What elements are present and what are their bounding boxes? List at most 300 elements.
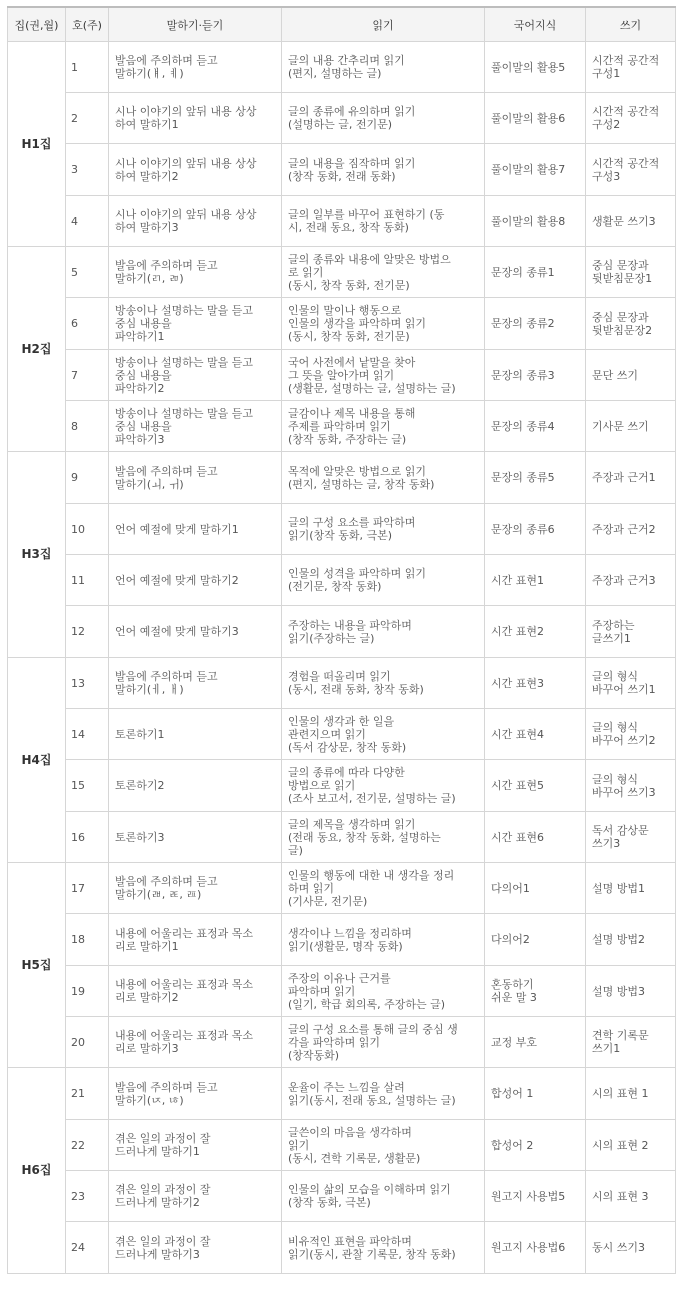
- grammar-cell: [485, 914, 586, 966]
- read-cell: [282, 350, 485, 401]
- speak-cell: [109, 863, 282, 914]
- write-text: 글의 형식: [592, 772, 639, 786]
- speak-cell: [109, 606, 282, 658]
- write-cell: [586, 1017, 676, 1068]
- speak-text: 말하기(ㅔ, ㅐ): [115, 683, 184, 696]
- read-text: (독서 감상문, 창작 동화): [288, 740, 407, 754]
- read-cell: [282, 1120, 485, 1171]
- write-text: 글의 형식: [592, 721, 639, 734]
- write-cell: [586, 760, 676, 812]
- lesson-number: 6: [66, 298, 109, 350]
- speak-text: 하여 말하기3: [115, 221, 179, 234]
- read-text: 글의 제목을 생각하며 읽기: [288, 817, 416, 831]
- write-text: 주장과 근거1: [592, 471, 656, 484]
- lesson-number: 22: [66, 1120, 109, 1171]
- write-cell: [586, 812, 676, 863]
- grammar-text: 시간 표현3: [491, 676, 544, 690]
- grammar-text: 교정 부호: [491, 1035, 538, 1049]
- table-row: [8, 966, 676, 1017]
- speak-text: 리로 말하기1: [115, 939, 179, 953]
- read-text: 글의 종류에 따라 다양한: [288, 766, 405, 779]
- read-cell: [282, 760, 485, 812]
- curriculum-table: [7, 6, 676, 1274]
- speak-text: 발음에 주의하며 듣고: [115, 670, 218, 683]
- read-text: 글): [288, 843, 303, 857]
- grammar-cell: [485, 709, 586, 760]
- write-text: 쓰기3: [592, 837, 621, 850]
- table-row: [8, 196, 676, 247]
- read-text: 인물의 생각과 한 일을: [288, 714, 395, 728]
- read-text: 운율이 주는 느낌을 살려: [288, 1080, 405, 1094]
- speak-text: 발음에 주의하며 듣고: [115, 875, 218, 888]
- table-row: [8, 350, 676, 401]
- table-row: [8, 401, 676, 452]
- lesson-number: 16: [66, 812, 109, 863]
- grammar-cell: [485, 298, 586, 350]
- write-text: 중심 문장과: [592, 310, 649, 324]
- speak-text: 말하기(ㅒ, ㅖ): [115, 67, 184, 80]
- speak-text: 토론하기3: [115, 830, 165, 844]
- grammar-cell: [485, 247, 586, 298]
- lesson-number: 20: [66, 1017, 109, 1068]
- write-cell: [586, 606, 676, 658]
- grammar-text: 합성어 1: [491, 1087, 534, 1100]
- read-cell: [282, 1222, 485, 1274]
- grammar-text: 문장의 종류5: [491, 471, 555, 484]
- read-cell: [282, 196, 485, 247]
- speak-text: 리로 말하기3: [115, 1042, 179, 1055]
- header-row: [8, 7, 676, 42]
- read-text: (전기문, 창작 동화): [288, 580, 382, 593]
- table-row: [8, 1222, 676, 1274]
- lesson-number: 3: [66, 144, 109, 196]
- read-text: 글쓴이의 마음을 생각하며: [288, 1125, 412, 1139]
- read-text: (창작 동화, 주장하는 글): [288, 432, 407, 446]
- speak-text: 시나 이야기의 앞뒤 내용 상상: [115, 208, 257, 221]
- table-row: [8, 760, 676, 812]
- lesson-number: 9: [66, 452, 109, 504]
- write-text: 설명 방법2: [592, 933, 645, 946]
- grammar-cell: [485, 1222, 586, 1274]
- read-cell: [282, 452, 485, 504]
- grammar-cell: [485, 452, 586, 504]
- lesson-number: 8: [66, 401, 109, 452]
- speak-text: 시나 이야기의 앞뒤 내용 상상: [115, 156, 257, 170]
- speak-cell: [109, 350, 282, 401]
- read-text: 각을 파악하며 읽기: [288, 1035, 381, 1049]
- speak-cell: [109, 658, 282, 709]
- table-row: [8, 1068, 676, 1120]
- table-body: [8, 42, 676, 1274]
- speak-cell: [109, 1068, 282, 1120]
- table-row: [8, 914, 676, 966]
- write-text: 동시 쓰기3: [592, 1241, 645, 1254]
- read-text: 인물의 삶의 모습을 이해하며 읽기: [288, 1183, 451, 1196]
- lesson-number: 21: [66, 1068, 109, 1120]
- header-no: 호(주): [66, 7, 109, 42]
- grammar-text: 풀이말의 활용6: [491, 111, 566, 125]
- lesson-number: 24: [66, 1222, 109, 1274]
- table-row: [8, 42, 676, 93]
- read-text: (동시, 전래 동화, 창작 동화): [288, 683, 424, 696]
- speak-text: 드러나게 말하기3: [115, 1247, 200, 1261]
- write-text: 시간적 공간적: [592, 54, 660, 67]
- write-cell: [586, 863, 676, 914]
- write-text: 주장하는: [592, 618, 635, 632]
- read-text: (창작동화): [288, 1048, 340, 1062]
- table-row: [8, 452, 676, 504]
- write-cell: [586, 1068, 676, 1120]
- write-cell: [586, 504, 676, 555]
- grammar-text: 시간 표현6: [491, 830, 544, 844]
- grammar-text: 문장의 종류6: [491, 522, 555, 536]
- read-text: 생각이나 느낌을 정리하며: [288, 926, 412, 940]
- lesson-number: 18: [66, 914, 109, 966]
- read-text: 국어 사전에서 낱말을 찾아: [288, 355, 416, 369]
- grammar-text: 다의어2: [491, 933, 530, 946]
- grammar-cell: [485, 555, 586, 606]
- write-text: 견학 기록문: [592, 1029, 649, 1042]
- grammar-cell: [485, 606, 586, 658]
- lesson-number: 14: [66, 709, 109, 760]
- header-grammar: 국어지식: [485, 7, 586, 42]
- write-cell: [586, 247, 676, 298]
- read-cell: [282, 144, 485, 196]
- read-text: 읽기(생활문, 명작 동화): [288, 939, 403, 953]
- grammar-text: 시간 표현4: [491, 727, 544, 741]
- write-text: 바꾸어 쓰기1: [592, 683, 656, 696]
- read-text: 주장의 이유나 근거를: [288, 971, 391, 985]
- read-cell: [282, 1171, 485, 1222]
- read-text: 글의 내용을 짐작하며 읽기: [288, 156, 416, 170]
- grammar-cell: [485, 93, 586, 144]
- write-text: 설명 방법1: [592, 881, 645, 895]
- read-text: 읽기(동시, 관찰 기록문, 창작 동화): [288, 1247, 456, 1261]
- grammar-cell: [485, 401, 586, 452]
- table-row: [8, 1017, 676, 1068]
- write-cell: [586, 709, 676, 760]
- lesson-number: 5: [66, 247, 109, 298]
- read-text: 글감이나 제목 내용을 통해: [288, 406, 416, 420]
- read-text: 읽기: [288, 1138, 310, 1152]
- grammar-text: 문장의 종류2: [491, 317, 555, 330]
- speak-text: 언어 예절에 맞게 말하기2: [115, 573, 239, 587]
- table-row: [8, 658, 676, 709]
- speak-cell: [109, 1222, 282, 1274]
- read-text: 목적에 알맞은 방법으로 읽기: [288, 464, 427, 478]
- grammar-text: 원고지 사용법5: [491, 1189, 566, 1203]
- speak-text: 중심 내용을: [115, 317, 172, 330]
- write-text: 중심 문장과: [592, 259, 649, 272]
- write-cell: [586, 196, 676, 247]
- speak-text: 내용에 어울리는 표정과 목소: [115, 926, 254, 940]
- grammar-cell: [485, 863, 586, 914]
- speak-text: 내용에 어울리는 표정과 목소: [115, 978, 254, 991]
- grammar-cell: [485, 966, 586, 1017]
- read-text: 관련지으며 읽기: [288, 727, 366, 741]
- write-text: 시간적 공간적: [592, 105, 660, 118]
- grammar-cell: [485, 1017, 586, 1068]
- write-text: 글쓰기1: [592, 631, 631, 645]
- read-text: 로 읽기: [288, 265, 324, 279]
- read-cell: [282, 1068, 485, 1120]
- read-text: 인물의 말이나 행동으로: [288, 304, 402, 317]
- read-text: 방법으로 읽기: [288, 779, 356, 792]
- table-row: [8, 93, 676, 144]
- write-cell: [586, 401, 676, 452]
- table-row: [8, 863, 676, 914]
- speak-text: 방송이나 설명하는 말을 듣고: [115, 304, 254, 317]
- grammar-text: 문장의 종류3: [491, 368, 555, 382]
- read-cell: [282, 966, 485, 1017]
- header-read: 읽기: [282, 7, 485, 42]
- write-text: 시의 표현 2: [592, 1138, 649, 1152]
- grammar-text: 풀이말의 활용5: [491, 60, 566, 74]
- speak-text: 방송이나 설명하는 말을 듣고: [115, 355, 254, 369]
- read-text: 경험을 떠올리며 읽기: [288, 670, 391, 683]
- lesson-number: 2: [66, 93, 109, 144]
- speak-text: 파악하기1: [115, 330, 165, 343]
- speak-cell: [109, 247, 282, 298]
- speak-text: 중심 내용을: [115, 419, 172, 433]
- read-cell: [282, 247, 485, 298]
- speak-text: 말하기(ㄼ, ㄾ, ㄿ): [115, 888, 202, 901]
- speak-text: 드러나게 말하기1: [115, 1145, 200, 1158]
- speak-text: 토론하기1: [115, 727, 165, 741]
- speak-cell: [109, 196, 282, 247]
- speak-text: 말하기(ㅚ, ㅟ): [115, 477, 184, 491]
- speak-cell: [109, 760, 282, 812]
- grammar-text: 원고지 사용법6: [491, 1241, 566, 1254]
- speak-cell: [109, 144, 282, 196]
- speak-cell: [109, 1120, 282, 1171]
- read-cell: [282, 42, 485, 93]
- header-speak: 말하기·듣기: [109, 7, 282, 42]
- write-text: 글의 형식: [592, 670, 639, 683]
- grammar-text: 풀이말의 활용8: [491, 214, 566, 228]
- group-label: H3집: [8, 452, 66, 658]
- read-cell: [282, 401, 485, 452]
- speak-cell: [109, 966, 282, 1017]
- grammar-cell: [485, 504, 586, 555]
- group-label: H5집: [8, 863, 66, 1068]
- read-cell: [282, 555, 485, 606]
- speak-text: 발음에 주의하며 듣고: [115, 259, 218, 272]
- write-text: 쓰기1: [592, 1042, 621, 1055]
- write-cell: [586, 966, 676, 1017]
- grammar-text: 풀이말의 활용7: [491, 163, 566, 176]
- read-text: (창작 동화, 극본): [288, 1196, 371, 1209]
- write-text: 구성2: [592, 118, 621, 131]
- read-cell: [282, 504, 485, 555]
- speak-cell: [109, 452, 282, 504]
- read-text: 인물의 행동에 대한 내 생각을 정리: [288, 868, 455, 882]
- grammar-text: 시간 표현1: [491, 573, 544, 587]
- grammar-cell: [485, 42, 586, 93]
- write-text: 생활문 쓰기3: [592, 214, 656, 228]
- speak-text: 겪은 일의 과정이 잘: [115, 1234, 211, 1248]
- group-label: H4집: [8, 658, 66, 863]
- read-text: 글의 구성 요소를 파악하며: [288, 516, 416, 529]
- write-cell: [586, 350, 676, 401]
- table-row: [8, 1120, 676, 1171]
- read-cell: [282, 812, 485, 863]
- write-cell: [586, 298, 676, 350]
- write-cell: [586, 93, 676, 144]
- write-text: 바꾸어 쓰기3: [592, 785, 656, 799]
- table-row: [8, 555, 676, 606]
- speak-cell: [109, 914, 282, 966]
- write-cell: [586, 1222, 676, 1274]
- read-text: (편지, 설명하는 글, 창작 동화): [288, 477, 435, 491]
- lesson-number: 4: [66, 196, 109, 247]
- write-text: 주장과 근거2: [592, 522, 656, 536]
- write-cell: [586, 1171, 676, 1222]
- lesson-number: 23: [66, 1171, 109, 1222]
- read-text: (동시, 창작 동화, 전기문): [288, 330, 410, 343]
- write-cell: [586, 452, 676, 504]
- read-cell: [282, 298, 485, 350]
- write-cell: [586, 42, 676, 93]
- write-cell: [586, 1120, 676, 1171]
- speak-text: 언어 예절에 맞게 말하기1: [115, 522, 239, 536]
- grammar-text: 문장의 종류4: [491, 419, 555, 433]
- read-text: 글의 일부를 바꾸어 표현하기 (동: [288, 208, 445, 221]
- group-label: H2집: [8, 247, 66, 452]
- grammar-text: 쉬운 말 3: [491, 991, 537, 1004]
- speak-cell: [109, 1017, 282, 1068]
- speak-cell: [109, 401, 282, 452]
- table-row: [8, 1171, 676, 1222]
- write-text: 주장과 근거3: [592, 573, 656, 587]
- table-row: [8, 247, 676, 298]
- lesson-number: 1: [66, 42, 109, 93]
- speak-cell: [109, 93, 282, 144]
- speak-text: 내용에 어울리는 표정과 목소: [115, 1029, 254, 1042]
- write-text: 구성1: [592, 67, 621, 80]
- write-text: 시의 표현 3: [592, 1189, 649, 1203]
- grammar-cell: [485, 1068, 586, 1120]
- speak-cell: [109, 709, 282, 760]
- write-text: 뒷받침문장1: [592, 272, 653, 285]
- write-text: 구성3: [592, 169, 621, 183]
- write-cell: [586, 144, 676, 196]
- read-text: 글의 종류에 유의하며 읽기: [288, 105, 416, 118]
- write-text: 뒷받침문장2: [592, 323, 653, 337]
- write-text: 독서 감상문: [592, 824, 649, 837]
- table-row: [8, 606, 676, 658]
- read-text: (설명하는 글, 전기문): [288, 118, 393, 131]
- read-text: 읽기(동시, 전래 동요, 설명하는 글): [288, 1093, 456, 1107]
- table-row: [8, 298, 676, 350]
- read-text: (일기, 학급 회의록, 주장하는 글): [288, 997, 446, 1011]
- grammar-text: 혼동하기: [491, 978, 534, 991]
- speak-text: 리로 말하기2: [115, 991, 179, 1004]
- speak-text: 겪은 일의 과정이 잘: [115, 1132, 211, 1145]
- read-text: (기사문, 전기문): [288, 894, 368, 908]
- lesson-number: 10: [66, 504, 109, 555]
- grammar-text: 다의어1: [491, 881, 530, 895]
- grammar-cell: [485, 812, 586, 863]
- lesson-number: 19: [66, 966, 109, 1017]
- write-cell: [586, 658, 676, 709]
- write-text: 시의 표현 1: [592, 1087, 649, 1100]
- speak-text: 토론하기2: [115, 779, 165, 792]
- read-text: (생활문, 설명하는 글, 설명하는 글): [288, 381, 456, 395]
- speak-text: 말하기(ㄵ, ㄶ): [115, 1093, 184, 1107]
- lesson-number: 7: [66, 350, 109, 401]
- read-text: 주제를 파악하며 읽기: [288, 419, 391, 433]
- read-text: 하며 읽기: [288, 881, 335, 895]
- read-cell: [282, 1017, 485, 1068]
- grammar-text: 시간 표현5: [491, 779, 544, 792]
- read-text: (전래 동요, 창작 동화, 설명하는: [288, 830, 441, 844]
- read-text: (동시, 창작 동화, 전기문): [288, 278, 410, 292]
- speak-cell: [109, 298, 282, 350]
- read-text: 시, 전래 동요, 창작 동화): [288, 221, 409, 234]
- speak-text: 시나 이야기의 앞뒤 내용 상상: [115, 105, 257, 118]
- write-cell: [586, 914, 676, 966]
- read-text: 읽기(창작 동화, 극본): [288, 529, 393, 542]
- speak-text: 발음에 주의하며 듣고: [115, 1080, 218, 1094]
- read-text: (창작 동화, 전래 동화): [288, 169, 396, 183]
- header-write: 쓰기: [586, 7, 676, 42]
- grammar-cell: [485, 1171, 586, 1222]
- read-text: (조사 보고서, 전기문, 설명하는 글): [288, 792, 456, 805]
- speak-text: 하여 말하기1: [115, 118, 179, 131]
- read-text: 글의 내용 간추리며 읽기: [288, 54, 405, 67]
- lesson-number: 12: [66, 606, 109, 658]
- table-row: [8, 812, 676, 863]
- write-cell: [586, 555, 676, 606]
- speak-cell: [109, 504, 282, 555]
- read-cell: [282, 658, 485, 709]
- speak-text: 발음에 주의하며 듣고: [115, 54, 218, 67]
- read-cell: [282, 863, 485, 914]
- read-cell: [282, 93, 485, 144]
- grammar-cell: [485, 196, 586, 247]
- lesson-number: 17: [66, 863, 109, 914]
- speak-text: 하여 말하기2: [115, 169, 179, 183]
- group-label: H6집: [8, 1068, 66, 1274]
- write-text: 바꾸어 쓰기2: [592, 734, 656, 747]
- write-text: 기사문 쓰기: [592, 419, 649, 433]
- speak-cell: [109, 1171, 282, 1222]
- lesson-number: 15: [66, 760, 109, 812]
- read-text: 인물의 생각을 파악하며 읽기: [288, 317, 427, 330]
- speak-text: 언어 예절에 맞게 말하기3: [115, 625, 239, 638]
- lesson-number: 11: [66, 555, 109, 606]
- speak-cell: [109, 555, 282, 606]
- write-text: 설명 방법3: [592, 984, 645, 998]
- grammar-text: 문장의 종류1: [491, 265, 555, 279]
- header-group: 집(권,월): [8, 7, 66, 42]
- speak-text: 파악하기3: [115, 432, 165, 446]
- read-text: 인물의 성격을 파악하며 읽기: [288, 567, 427, 580]
- speak-text: 겪은 일의 과정이 잘: [115, 1183, 211, 1196]
- grammar-text: 합성어 2: [491, 1138, 534, 1152]
- grammar-cell: [485, 658, 586, 709]
- grammar-cell: [485, 350, 586, 401]
- speak-text: 방송이나 설명하는 말을 듣고: [115, 406, 254, 420]
- read-text: (편지, 설명하는 글): [288, 67, 382, 80]
- read-text: 비유적인 표현을 파악하며: [288, 1234, 412, 1248]
- read-text: 파악하며 읽기: [288, 984, 356, 998]
- speak-cell: [109, 42, 282, 93]
- read-text: 그 뜻을 알아가며 읽기: [288, 368, 395, 382]
- read-text: 주장하는 내용을 파악하며: [288, 618, 412, 632]
- grammar-cell: [485, 144, 586, 196]
